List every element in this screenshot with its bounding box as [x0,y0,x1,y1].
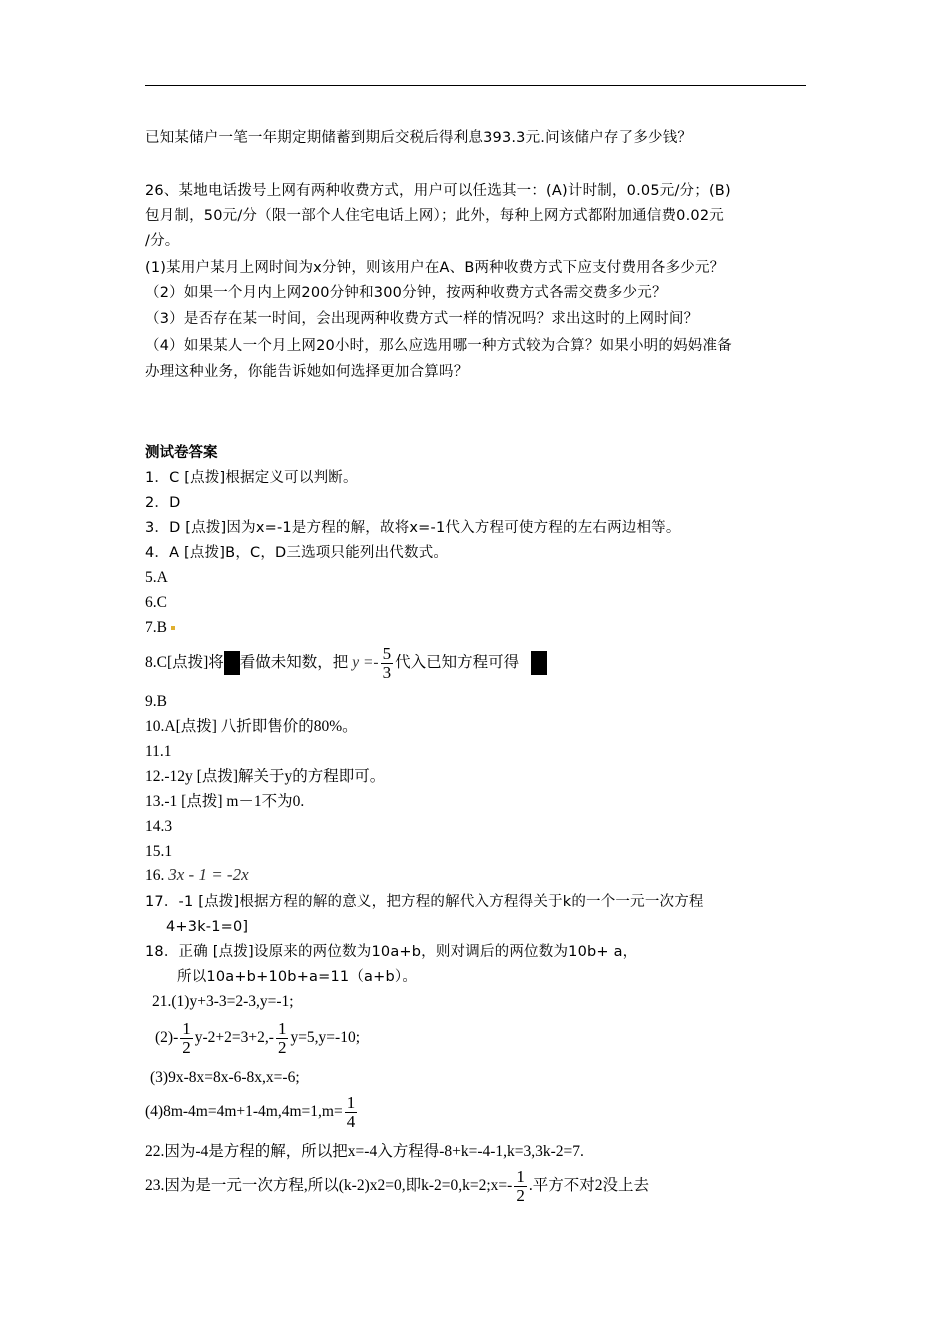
redacted-equation [531,651,547,675]
fraction-numerator: 1 [277,1018,287,1038]
q26-sub-4b: 办理这种业务，你能告诉她如何选择更加合算吗？ [145,364,469,380]
answer-21-4-fraction [345,1094,358,1131]
q26-sub-1: (1)某用户某月上网时间为x分钟，则该用户在A、B两种收费方式下应支付费用各多少元？ [145,260,725,276]
answer-14: 14.3 [145,818,173,835]
fraction-numerator: 1 [346,1092,356,1112]
answer-4: 4．A [点拨]B，C，D三选项只能列出代数式。 [145,545,449,561]
q26-sub-4a: （4）如果某人一个月上网20小时，那么应选用哪一种方式较为合算？如果小明的妈妈准备 [145,338,732,354]
answer-8-post: 代入已知方程可得 [395,654,520,671]
answer-21-2-pre: (2)- [155,1029,179,1046]
q26-line-3: /分。 [145,233,180,249]
q26-line-1: 26、某地电话拨号上网有两种收费方式，用户可以任选其一：(A)计时制，0.05元/分；(B) [145,183,731,199]
answer-21-1: 21.(1)y+3-3=2-3,y=-1; [152,993,294,1010]
answer-15: 15.1 [145,843,173,860]
answer-10: 10.A[点拨] 八折即售价的80%。 [145,718,358,735]
answer-6: 6.C [145,594,167,611]
answer-23-fraction [514,1168,527,1205]
fraction-numerator: 1 [182,1018,191,1038]
answer-5: 5.A [145,569,168,586]
answer-13: 13.-1 [点拨] m－1不为0. [145,793,305,810]
fraction-denominator: 2 [516,1185,525,1205]
answer-23 [145,1164,649,1208]
answer-18b: 所以10a+b+10b+a=11（a+b）。 [177,969,418,985]
answer-21-4-pre: (4)8m-4m=4m+1-4m,4m=1,m= [145,1103,343,1120]
fraction-denominator: 2 [182,1037,191,1057]
answer-21-2-mid: y-2+2=3+2,- [194,1029,274,1046]
answer-21-3: (3)9x-8x=8x-6-8x,x=-6; [150,1069,300,1086]
answer-23-pre: 23.因为是一元一次方程,所以(k-2)x2=0,即k-2=0,k=2;x=- [145,1177,513,1194]
answer-21-2-post: y=5,y=-10; [290,1029,361,1046]
answer-17a: 17．-1 [点拨]根据方程的解的意义，把方程的解代入方程得关于k的一个一元一次方程 [145,894,704,910]
answer-17b: 4+3k-1=0] [166,919,249,935]
intro-problem: 已知某储户一笔一年期定期储蓄到期后交税后得利息393.3元.问该储户存了多少钱？ [145,130,693,146]
answer-16-equation: 3x - 1 = -2x [168,865,249,884]
answer-12: 12.-12y [点拨]解关于y的方程即可。 [145,768,386,785]
answer-16 [145,865,249,886]
answer-21-2 [155,1016,360,1060]
redacted-formula [224,651,240,675]
answer-21-2-fraction-a [180,1020,193,1057]
answer-21-2-fraction-b [276,1020,289,1057]
header-rule [145,85,806,86]
fraction-denominator: 4 [346,1111,356,1131]
answer-2: 2．D [145,495,181,511]
answer-21-4 [145,1090,359,1134]
fraction-denominator: 3 [382,662,392,682]
answer-8-pre: 8.C[点拨]将 [145,654,224,671]
answer-18a: 18．正确 [点拨]设原来的两位数为10a+b，则对调后的两位数为10b+ a， [145,944,638,960]
answer-1: 1．C [点拨]根据定义可以判断。 [145,470,358,486]
answer-11: 11.1 [145,743,172,760]
answer-3: 3．D [点拨]因为x=-1是方程的解，故将x=-1代入方程可使方程的左右两边相等。 [145,520,681,536]
answer-7-text: 7.B [145,619,167,636]
fraction-numerator: 1 [516,1166,525,1186]
q26-sub-2: （2）如果一个月内上网200分钟和300分钟，按两种收费方式各需交费多少元？ [145,285,667,301]
q26-sub-3: （3）是否存在某一时间，会出现两种收费方式一样的情况吗？求出这时的上网时间？ [145,311,699,327]
answer-8-var: y =- [352,654,379,671]
answer-8 [145,644,547,682]
fraction-denominator: 2 [277,1037,287,1057]
answer-23-post: .平方不对2没上去 [528,1177,649,1194]
answers-title: 测试卷答案 [145,445,218,461]
answer-22: 22.因为-4是方程的解，所以把x=-4入方程得-8+k=-4-1,k=3,3k-2=7. [145,1143,584,1160]
fraction-numerator: 5 [382,643,392,663]
q26-line-2: 包月制，50元/分（限一部个人住宅电话上网）；此外，每种上网方式都附加通信费0.02元 [145,208,724,224]
answer-8-mid: 看做未知数，把 [239,654,349,671]
highlight-mark [171,626,175,630]
answer-7 [145,618,175,638]
answer-9: 9.B [145,693,167,710]
answer-8-fraction [381,645,394,682]
answer-16-label: 16. [145,867,165,884]
